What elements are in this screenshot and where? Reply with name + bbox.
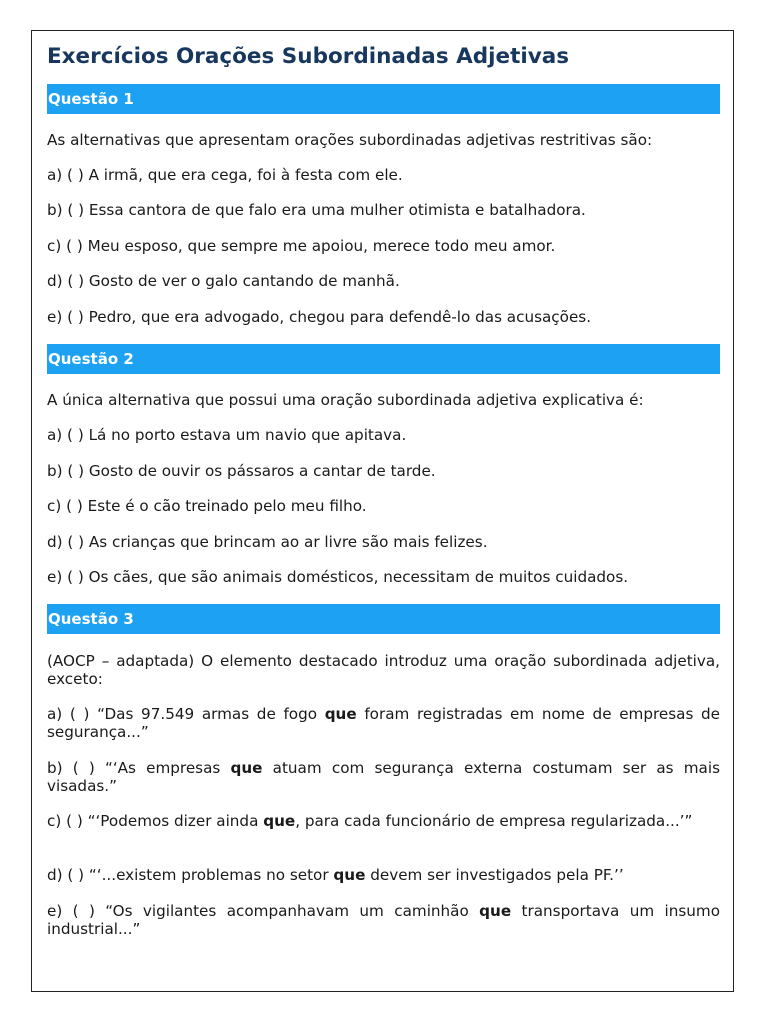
option-text: e) ( ) “Os vigilantes acompanhavam um caminhão: [47, 902, 480, 920]
question-2-option-d: d) ( ) As crianças que brincam ao ar livre são mais felizes.: [47, 533, 488, 551]
highlighted-word: que: [263, 812, 296, 830]
option-text: d) ( ) “‘...existem problemas no setor: [47, 866, 334, 884]
option-text: b) ( ) “‘As empresas: [47, 759, 231, 777]
option-text: , para cada funcionário de empresa regularizada...’”: [295, 812, 693, 830]
option-text: transportava um insumo industrial...”: [47, 902, 720, 938]
question-1-option-e: e) ( ) Pedro, que era advogado, chegou para defendê-lo das acusações.: [47, 308, 592, 326]
option-text: atuam com segurança externa costumam ser as mais visadas.”: [47, 759, 720, 795]
highlighted-word: que: [324, 705, 357, 723]
question-2-prompt: A única alternativa que possui uma oração subordinada adjetiva explicativa é:: [47, 391, 644, 409]
question-2-option-e: e) ( ) Os cães, que são animais domésticos, necessitam de muitos cuidados.: [47, 568, 629, 586]
question-3-option-a: [47, 705, 720, 741]
question-3-option-b: [47, 759, 720, 795]
question-2-option-b: b) ( ) Gosto de ouvir os pássaros a cantar de tarde.: [47, 462, 436, 480]
question-1-option-d: d) ( ) Gosto de ver o galo cantando de manhã.: [47, 272, 400, 290]
question-1-option-c: c) ( ) Meu esposo, que sempre me apoiou, merece todo meu amor.: [47, 237, 556, 255]
question-3-prompt: (AOCP – adaptada) O elemento destacado introduz uma oração subordinada adjetiva, exceto:: [47, 652, 720, 688]
question-1-prompt: As alternativas que apresentam orações subordinadas adjetivas restritivas são:: [47, 131, 653, 149]
question-2-header: Questão 2: [47, 344, 720, 374]
question-3-header: Questão 3: [47, 604, 720, 634]
question-2-option-a: a) ( ) Lá no porto estava um navio que apitava.: [47, 426, 407, 444]
option-text: devem ser investigados pela PF.’’: [365, 866, 624, 884]
question-3-option-c: [47, 812, 720, 830]
question-3-option-e: [47, 902, 720, 938]
option-text: c) ( ) “‘Podemos dizer ainda: [47, 812, 264, 830]
question-1-header: Questão 1: [47, 84, 720, 114]
highlighted-word: que: [479, 902, 512, 920]
highlighted-word: que: [230, 759, 263, 777]
question-1-option-b: b) ( ) Essa cantora de que falo era uma mulher otimista e batalhadora.: [47, 201, 586, 219]
question-2-option-c: c) ( ) Este é o cão treinado pelo meu filho.: [47, 497, 367, 515]
option-text: a) ( ) “Das 97.549 armas de fogo: [47, 705, 325, 723]
highlighted-word: que: [333, 866, 366, 884]
question-3-option-d: [47, 866, 720, 884]
document-page: [31, 30, 734, 992]
page-title: Exercícios Orações Subordinadas Adjetivas: [47, 44, 570, 69]
option-text: foram registradas em nome de empresas de segurança...”: [47, 705, 721, 741]
question-1-option-a: a) ( ) A irmã, que era cega, foi à festa com ele.: [47, 166, 403, 184]
